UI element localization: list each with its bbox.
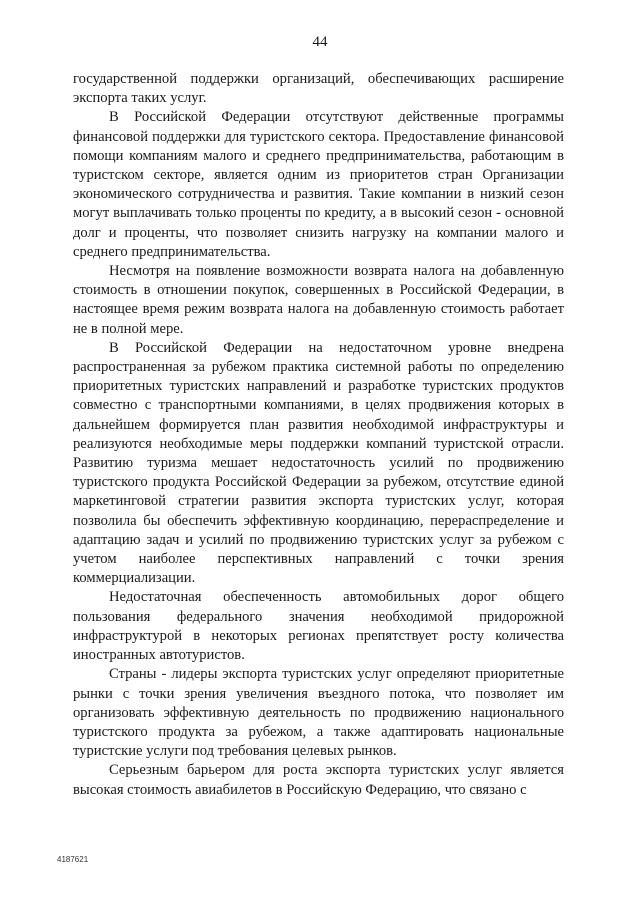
paragraph: Несмотря на появление возможности возврата налога на добавленную стоимость в отношении покупок, совершенных в Российской Федерации, в настоящее время режим возврата налога на добавленную стоимость работает не в полной мере.: [73, 263, 564, 337]
paragraph: В Российской Федерации на недостаточном уровне внедрена распространенная за рубежом практика системной работы по определению приоритетных туристских направлений и разработке туристских продуктов совместно с транспортными компаниями, в целях продвижения которых в дальнейшем формируется план развития необходимой инфраструктуры и реализуются необходимые меры поддержки компаний туристской отрасли. Развитию туризма мешает недостаточность усилий по продвижению туристского продукта Российской Федерации за рубежом, отсутствие единой маркетинговой стратегии развития экспорта туристских услуг, которая позволила бы обеспечить эффективную координацию, перераспределение и адаптацию задач и усилий по продвижению туристских услуг за рубежом с учетом наиболее перспективных направлений с точки зрения коммерциализации.: [73, 339, 564, 587]
paragraph: Серьезным барьером для роста экспорта туристских услуг является высокая стоимость авиабилетов в Российскую Федерацию, что связано с: [73, 762, 564, 798]
paragraph: Страны - лидеры экспорта туристских услуг определяют приоритетные рынки с точки зрения увеличения въездного потока, что позволяет им организовать эффективную деятельность по продвижению национального туристского продукта за рубежом, а также адаптировать национальные туристские услуги под требования целевых рынков.: [73, 666, 564, 760]
document-code: 4187621: [57, 855, 89, 864]
paragraph: государственной поддержки организаций, обеспечивающих расширение экспорта таких услуг.: [73, 71, 564, 107]
paragraph: В Российской Федерации отсутствуют действенные программы финансовой поддержки для туристского сектора. Предоставление финансовой помощи компаниям малого и среднего предпринимательства, работающим в туристском секторе, является одним из приоритетов стран Организации экономического сотрудничества и развития. Такие компании в низкий сезон могут выплачивать только проценты по кредиту, а в высокий сезон - основной долг и проценты, что позволяет снизить нагрузку на компании малого и среднего предпринимательства.: [73, 109, 564, 260]
body-text: [73, 70, 564, 800]
page-number: 44: [312, 34, 328, 50]
paragraph: Недостаточная обеспеченность автомобильных дорог общего пользования федерального значения необходимой придорожной инфраструктурой в некоторых регионах препятствует росту количества иностранных автотуристов.: [73, 589, 564, 664]
